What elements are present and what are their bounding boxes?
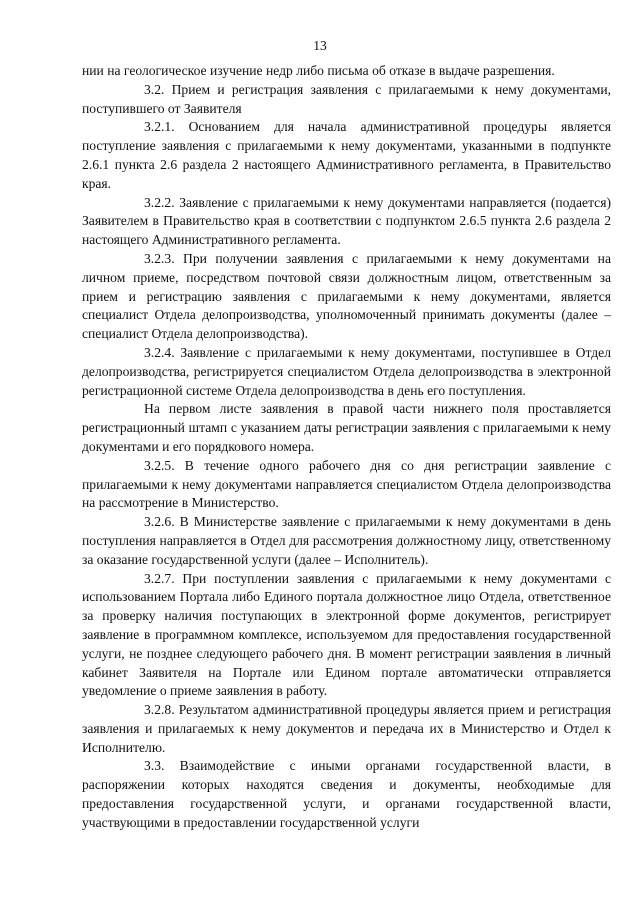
paragraph: На первом листе заявления в правой части нижнего поля проставляется регистрационный штамп с указанием даты регистрации заявления с прилагаемыми к нему документами и его порядкового номера. — [82, 401, 611, 454]
paragraph: 3.2.7. При поступлении заявления с прилагаемыми к нему документами с использованием Портала либо Единого портала должностное лицо Отдела, ответственное за проверку наличия поступающих в электронной форме документов, регистрирует заявление в программном комплексе, используемом для предоставления государственной услуги, не позднее следующего рабочего дня. В момент регистрации заявления в личный кабинет Заявителя на Портале или Едином портале автоматически отправляется уведомление о приеме заявления в работу. — [82, 570, 611, 699]
paragraph: 3.3. Взаимодействие с иными органами государственной власти, в распоряжении которых находятся сведения и документы, необходимые для предоставления государственной услуги, и органами государственной власти, участвующими в предоставлении государственной услуги — [82, 758, 611, 830]
page-number: 13 — [313, 38, 327, 53]
paragraph: 3.2.1. Основанием для начала административной процедуры является поступление заявления с прилагаемыми к нему документами, указанными в подпункте 2.6.1 пункта 2.6 раздела 2 настоящего Административного регламента, в Правительство края. — [82, 119, 611, 191]
paragraph: нии на геологическое изучение недр либо письма об отказе в выдаче разрешения. — [82, 63, 555, 78]
paragraph: 3.2.8. Результатом административной процедуры является прием и регистрация заявления и прилагаемых к нему документов и передача их в Министерство и Отдел к Исполнителю. — [82, 702, 611, 755]
paragraph: 3.2.6. В Министерстве заявление с прилагаемыми к нему документами в день поступления направляется в Отдел для рассмотрения должностному лицу, ответственному за оказание государственной услуги (далее – Исполнитель). — [82, 514, 611, 567]
paragraph: 3.2.4. Заявление с прилагаемыми к нему документами, поступившее в Отдел делопроизводства, регистрируется специалистом Отдела делопроизводства в электронной регистрационной системе Отдела делопроизводства в день его поступления. — [82, 344, 611, 398]
document-body — [82, 62, 611, 833]
paragraph: 3.2.2. Заявление с прилагаемыми к нему документами направляется (подается) Заявителем в Правительство края в соответствии с подпунктом 2.6.5 пункта 2.6 раздела 2 настоящего Административного регламента. — [82, 194, 611, 248]
paragraph: 3.2.5. В течение одного рабочего дня со дня регистрации заявление с прилагаемыми к нему документами направляется специалистом Отдела делопроизводства на рассмотрение в Министерство. — [82, 457, 611, 511]
paragraph: 3.2. Прием и регистрация заявления с прилагаемыми к нему документами, поступившего от Заявителя — [82, 81, 611, 116]
paragraph: 3.2.3. При получении заявления с прилагаемыми к нему документами на личном приеме, посредством почтовой связи должностным лицом, ответственным за прием и регистрацию заявления с прилагаемыми к нему документами, является специалист Отдела делопроизводства, уполномоченный принимать документы (далее – специалист Отдела делопроизводства). — [82, 250, 611, 342]
